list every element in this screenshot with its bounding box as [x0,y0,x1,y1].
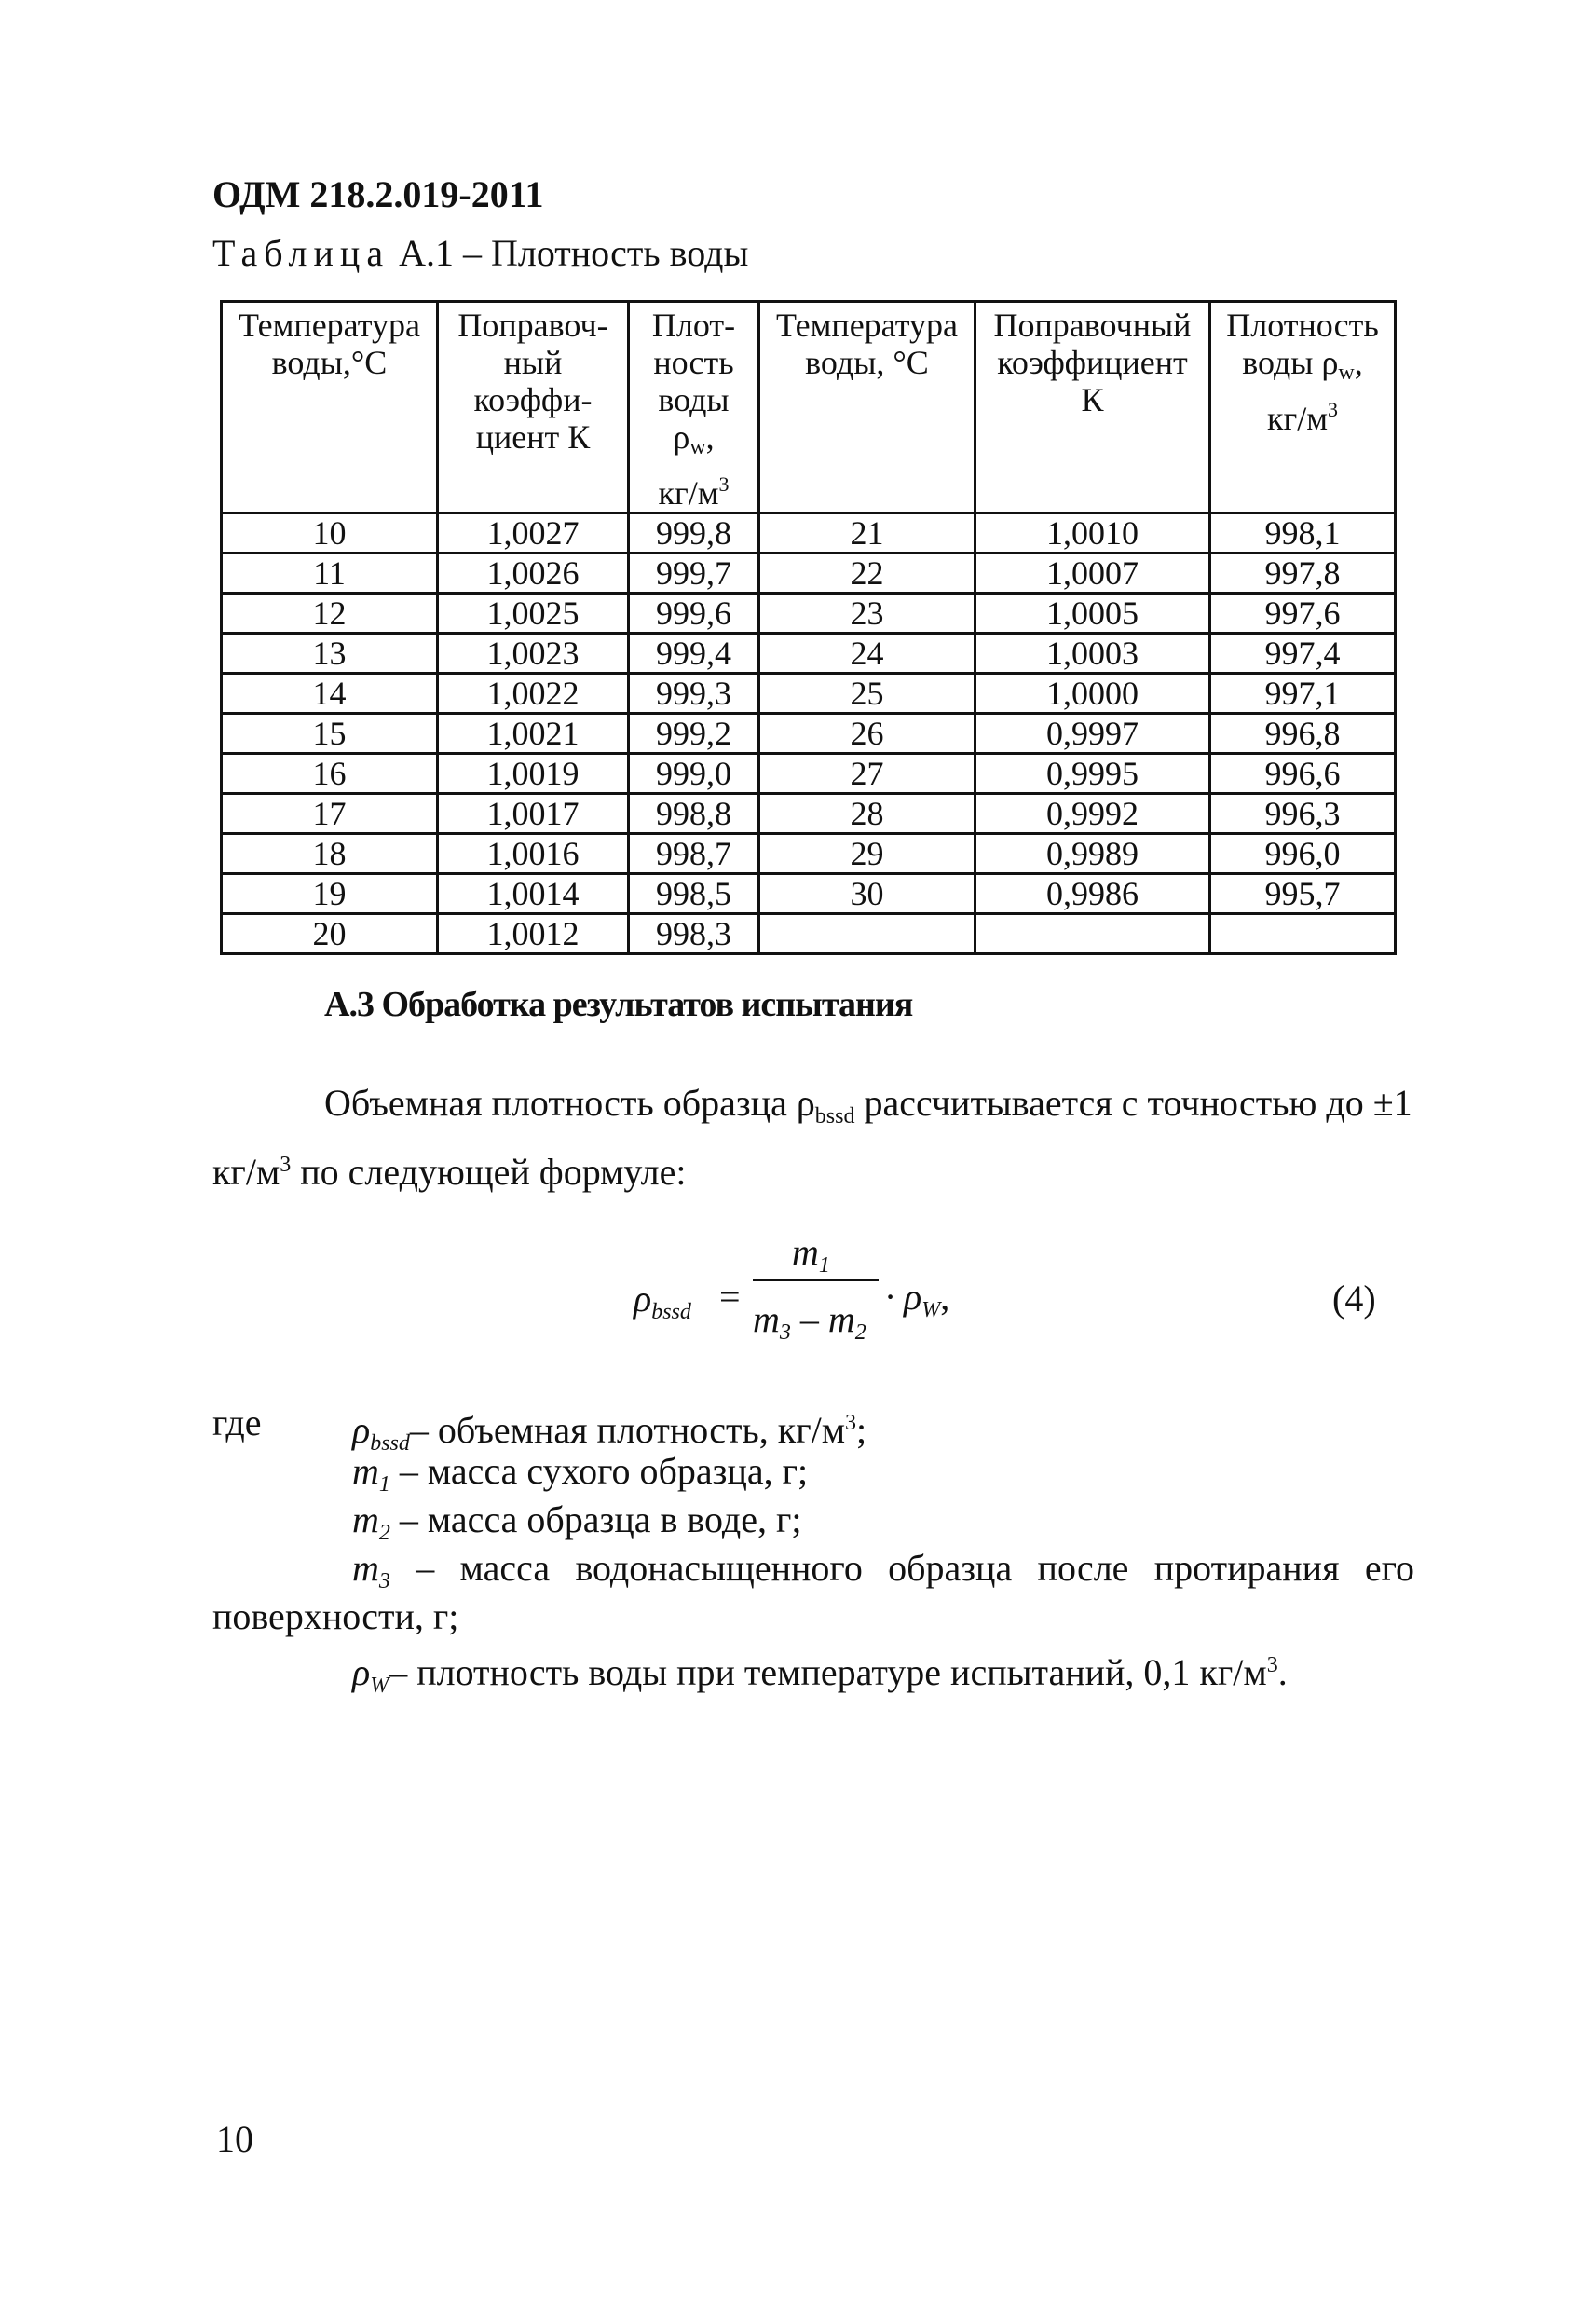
table-cell: 998,3 [629,914,759,954]
table-row [222,513,1396,554]
rho-symbol: ρ [673,418,690,456]
table-caption-prefix: Таблица [212,232,390,274]
table-cell: 14 [222,674,438,714]
table-cell: 0,9995 [975,754,1210,794]
table-cell: 0,9997 [975,714,1210,754]
table-cell: 996,0 [1210,834,1396,874]
superscript: 3 [280,1153,292,1177]
table-cell: 24 [759,634,975,674]
table-cell: 997,8 [1210,554,1396,594]
definition-text: – масса сухого образца, г; [389,1450,809,1492]
subscript: bssd [370,1431,410,1456]
table-cell: 1,0007 [975,554,1210,594]
subscript: W [370,1674,389,1698]
body-paragraph [212,1079,1414,1197]
table-cell: 28 [759,794,975,834]
table-cell: 0,9986 [975,874,1210,914]
mass-symbol: m [792,1231,819,1273]
formula-numerator [792,1230,830,1279]
table-cell: 1,0003 [975,634,1210,674]
header-text: циент К [475,418,591,456]
table-cell: 999,3 [629,674,759,714]
table-row [222,634,1396,674]
header-text: Плотность [1226,307,1379,344]
header-text: воды $\rho_w$, [1242,344,1363,385]
header-text: воды [658,381,730,418]
table-header-row [222,302,1396,513]
header-text: воды,°С [271,344,388,381]
table-cell: 15 [222,714,438,754]
table-cell: 20 [222,914,438,954]
header-text: Температура [776,307,958,344]
table-cell: 1,0021 [438,714,629,754]
definition-text: – масса водонасыщенного образца после протирания его [389,1547,1414,1589]
table-cell: 995,7 [1210,874,1396,914]
table-cell: 1,0022 [438,674,629,714]
subscript: 1 [378,1472,390,1497]
table-cell: 1,0025 [438,594,629,634]
punctuation: ; [856,1409,867,1451]
table-cell: 29 [759,834,975,874]
header-text: Температура [239,307,420,344]
header-text: коэффи- [473,381,593,418]
definition-continuation: поверхности, г; [212,1595,459,1637]
table-cell: 999,7 [629,554,759,594]
header-text: ный [503,344,563,381]
header-text: Поправочный [993,307,1192,344]
density-formula [634,1230,1006,1361]
table-cell: 27 [759,754,975,794]
table-cell: 999,6 [629,594,759,634]
subscript: 2 [378,1521,390,1545]
header-water-density [629,302,759,513]
header-text: воды, °С [805,344,929,381]
superscript: 3 [1266,1653,1278,1677]
table-cell: 0,9989 [975,834,1210,874]
mass-symbol: m [753,1298,780,1340]
subscript: 1 [818,1253,830,1278]
equation-number: (4) [1332,1278,1376,1320]
table-cell: 21 [759,513,975,554]
punctuation: . [1277,1651,1288,1693]
rho-symbol: ρ [352,1651,371,1693]
table-cell: 1,0023 [438,634,629,674]
table-row [222,594,1396,634]
table-caption [212,231,748,275]
header-text: Поправоч- [457,307,608,344]
page-number: 10 [216,2118,253,2160]
definition-text: – масса образца в воде, г; [389,1498,802,1540]
water-density-table [220,300,1397,955]
table-row [222,554,1396,594]
header-water-density-2 [1210,302,1396,513]
comma: , [940,1276,950,1318]
table-cell: 1,0016 [438,834,629,874]
table-cell: 1,0017 [438,794,629,834]
header-correction-coefficient-2 [975,302,1210,513]
rho-symbol: · ρ [885,1276,922,1318]
table-cell: 30 [759,874,975,914]
table-cell: 996,3 [1210,794,1396,834]
header-temperature-2 [759,302,975,513]
where-word: где [212,1402,262,1443]
table-cell: 16 [222,754,438,794]
table-cell [975,914,1210,954]
subscript: w [1338,361,1355,385]
table-row [222,794,1396,834]
subscript: 3 [779,1320,791,1345]
equals-sign: = [719,1276,741,1318]
table-cell: 17 [222,794,438,834]
table-cell: 1,0005 [975,594,1210,634]
subscript: bssd [814,1104,855,1128]
formula-rhs [885,1275,949,1323]
table-cell: 996,6 [1210,754,1396,794]
subscript: 2 [854,1320,866,1345]
table-cell: 0,9992 [975,794,1210,834]
table-cell: 1,0019 [438,754,629,794]
table-cell: 1,0014 [438,874,629,914]
table-row [222,914,1396,954]
table-row [222,874,1396,914]
mass-symbol: m [352,1547,379,1589]
table-cell: 998,1 [1210,513,1396,554]
document-code: ОДМ 218.2.019-2011 [212,173,544,215]
header-text: ность [653,344,734,381]
table-cell: 998,7 [629,834,759,874]
table-cell: 1,0026 [438,554,629,594]
header-text: коэффициент [997,344,1188,381]
table-cell: 997,6 [1210,594,1396,634]
header-temperature [222,302,438,513]
table-cell: 999,0 [629,754,759,794]
table-cell: 997,4 [1210,634,1396,674]
table-cell: 1,0012 [438,914,629,954]
table-cell: 998,8 [629,794,759,834]
table-cell: 26 [759,714,975,754]
table-cell [759,914,975,954]
table-cell: 996,8 [1210,714,1396,754]
table-cell: 11 [222,554,438,594]
table-row [222,714,1396,754]
subscript: 3 [378,1569,390,1593]
para-text: по следующей формуле: [291,1151,687,1193]
table-cell: 18 [222,834,438,874]
table-cell: 12 [222,594,438,634]
table-cell: 999,4 [629,634,759,674]
mass-symbol: m [352,1450,379,1492]
definition-text: – плотность воды при температуре испытаний, 0,1 кг/м [389,1651,1267,1693]
table-row [222,674,1396,714]
subscript: bssd [651,1300,691,1324]
mass-symbol: m [827,1298,855,1340]
definition-line [352,1640,1288,1711]
table-cell: 10 [222,513,438,554]
header-correction-coefficient [438,302,629,513]
header-text: Плот- [651,307,736,344]
table-cell: 23 [759,594,975,634]
rho-symbol: ρ [634,1278,652,1320]
header-text: К [1081,381,1104,418]
unit: кг/м [658,474,719,512]
subscript: w [689,435,706,459]
table-cell: 19 [222,874,438,914]
definition-line [352,1543,1414,1607]
para-text: рассчитывается с точностью до ±1 кг/м [212,1082,1412,1193]
minus-sign: – [790,1298,828,1340]
table-cell: 1,0010 [975,513,1210,554]
rho-symbol: ρ [352,1409,371,1451]
superscript: 3 [718,472,730,496]
table-cell: 22 [759,554,975,594]
table-cell: 998,5 [629,874,759,914]
header-text [634,466,754,512]
table-cell: 25 [759,674,975,714]
header-text: воды ρ [1242,344,1339,381]
subscript: W [921,1298,941,1322]
table-cell: 997,1 [1210,674,1396,714]
table-cell: 1,0027 [438,513,629,554]
table-cell [1210,914,1396,954]
formula-lhs [634,1277,691,1325]
definition-text: – объемная плотность, кг/м [409,1409,846,1451]
table-cell: 999,2 [629,714,759,754]
superscript: 3 [845,1411,857,1435]
unit: кг/м [1266,400,1329,437]
fraction-bar [753,1279,879,1281]
para-text: Объемная плотность образца ρ [324,1082,815,1124]
mass-symbol: m [352,1498,379,1540]
header-text: $\rho_w$, [673,418,715,459]
table-cell: 999,8 [629,513,759,554]
table-row [222,834,1396,874]
section-heading: А.3 Обработка результатов испытания [324,985,913,1024]
table-caption-title: А.1 – Плотность воды [389,232,749,274]
header-text [1215,391,1390,437]
formula-denominator [753,1297,866,1346]
table-cell: 13 [222,634,438,674]
superscript: 3 [1328,398,1339,421]
table-row [222,754,1396,794]
table-cell: 1,0000 [975,674,1210,714]
